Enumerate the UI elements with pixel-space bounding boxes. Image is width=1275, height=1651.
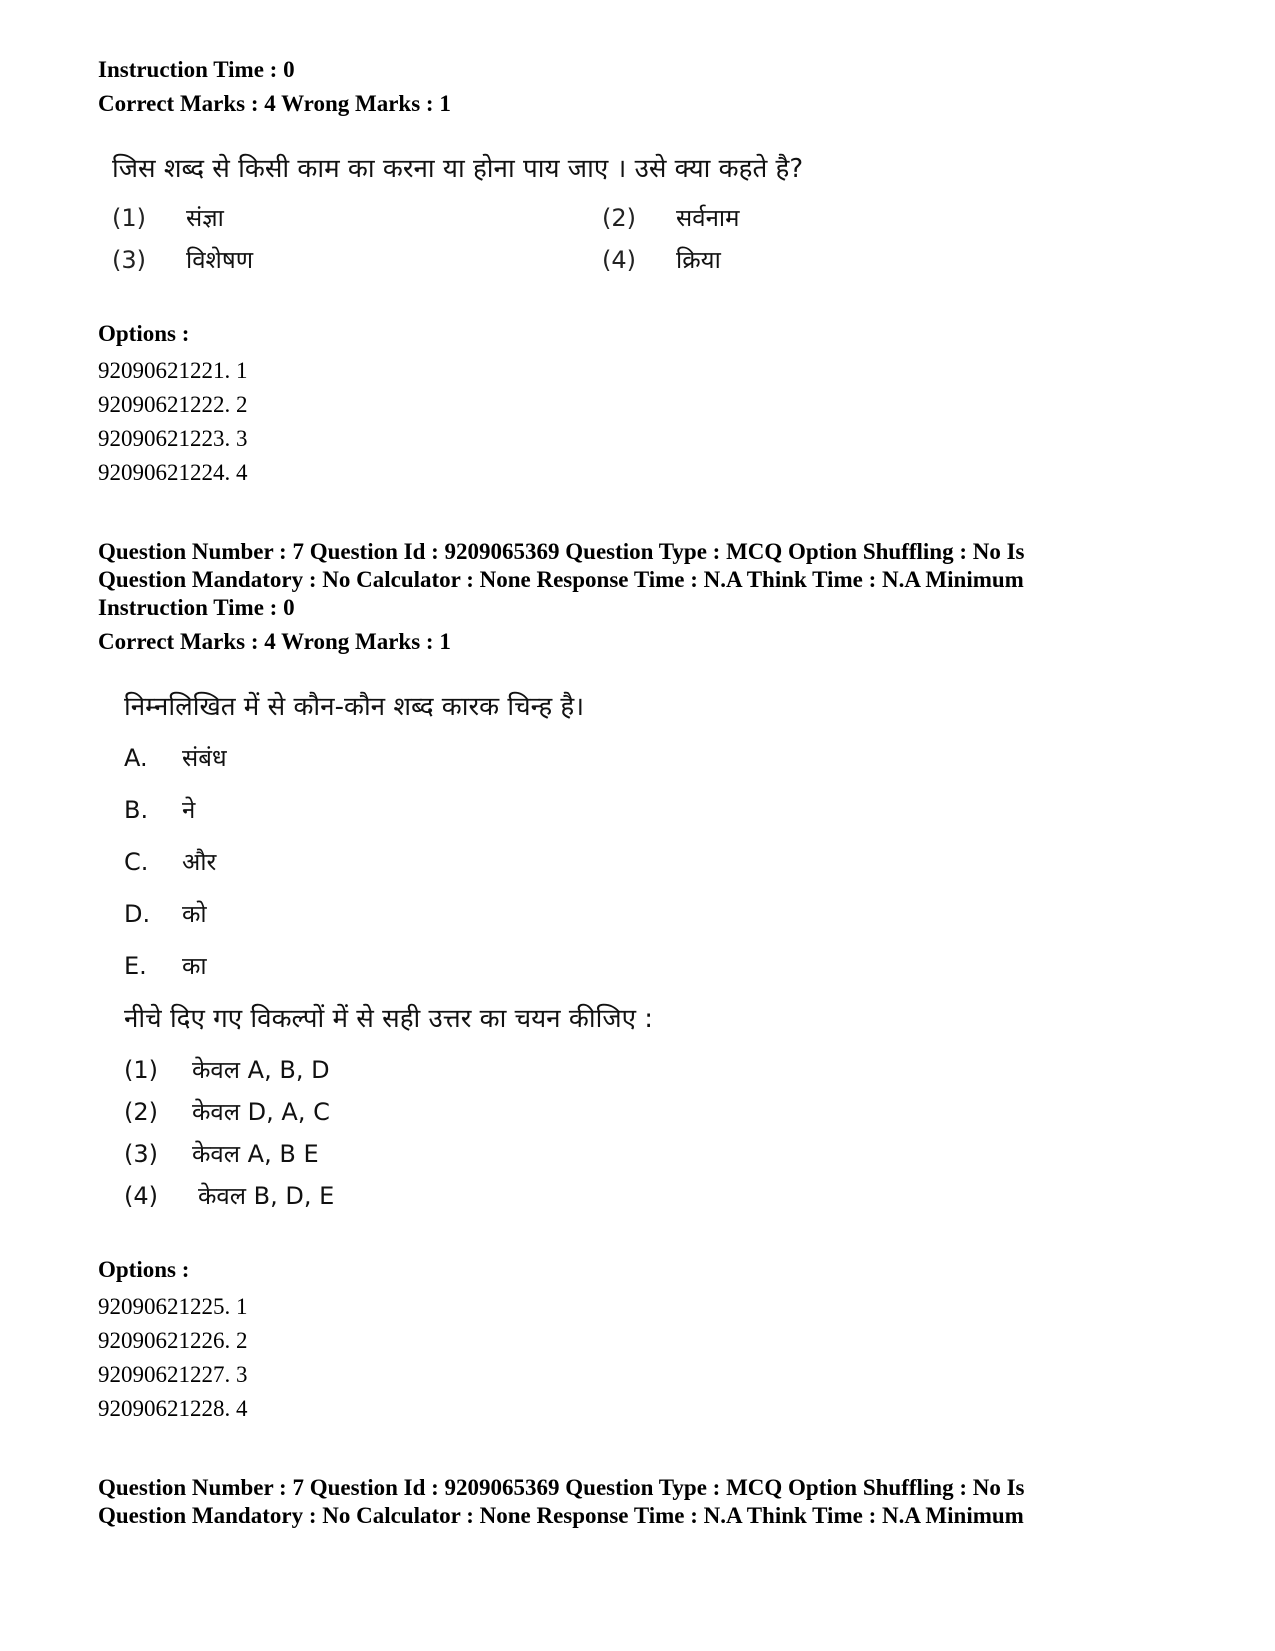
statement-letter: D. <box>124 900 151 928</box>
choice-number: (3) <box>124 1140 158 1168</box>
statement-item <box>124 794 1208 826</box>
choice-number: (1) <box>112 204 146 232</box>
question-a-choices <box>98 202 1208 276</box>
question-header-line: Question Number : 7 Question Id : 9209065369 Question Type : MCQ Option Shuffling : No Is <box>98 539 1025 564</box>
question-header-line: Question Mandatory : No Calculator : None Response Time : N.A Think Time : N.A Minimum <box>98 567 1024 592</box>
statement-item <box>124 742 1208 774</box>
statement-list <box>98 742 1208 982</box>
statement-letter: B. <box>124 796 149 824</box>
choice-number: (4) <box>124 1182 158 1210</box>
choice-number: (2) <box>602 204 636 232</box>
choice-text: विशेषण <box>186 246 254 274</box>
option-id-line: 92090621226. 2 <box>98 1328 248 1353</box>
question-a-stem: जिस शब्द से किसी काम का करना या होना पाय जाए । उसे क्या कहते है? <box>112 154 804 184</box>
choice-text: संज्ञा <box>186 204 224 232</box>
top-meta <box>98 56 1208 118</box>
option-id-line: 92090621222. 2 <box>98 392 248 417</box>
choice-item <box>124 1180 1208 1212</box>
question-b-options <box>98 1256 1208 1426</box>
choice-text: केवल A, B E <box>192 1140 319 1168</box>
choice-item <box>602 202 1002 234</box>
statement-text: संबंध <box>182 744 227 772</box>
choice-number: (4) <box>602 246 636 274</box>
option-id-line: 92090621221. 1 <box>98 358 248 383</box>
choice-item <box>124 1054 1208 1086</box>
statement-item <box>124 846 1208 878</box>
question-a-options <box>98 320 1208 490</box>
instruction-time: Instruction Time : 0 <box>98 57 295 82</box>
question-header-line: Question Mandatory : No Calculator : None Response Time : N.A Think Time : N.A Minimum <box>98 1503 1024 1528</box>
question-a-content <box>98 152 1208 276</box>
option-id-line: 92090621223. 3 <box>98 426 248 451</box>
question-paper-page <box>98 56 1208 1530</box>
choice-text: केवल D, A, C <box>192 1098 330 1126</box>
answer-instruction: नीचे दिए गए विकल्पों में से सही उत्तर का चयन कीजिए : <box>124 1004 654 1034</box>
instruction-time: Instruction Time : 0 <box>98 595 295 620</box>
marks-info: Correct Marks : 4 Wrong Marks : 1 <box>98 91 451 116</box>
statement-item <box>124 898 1208 930</box>
statement-letter: A. <box>124 744 148 772</box>
choice-text: क्रिया <box>676 246 721 274</box>
next-question-header <box>98 1474 1208 1530</box>
choice-item <box>124 1096 1208 1128</box>
question-b-content <box>98 690 1208 1212</box>
marks-info: Correct Marks : 4 Wrong Marks : 1 <box>98 629 451 654</box>
statement-letter: C. <box>124 848 149 876</box>
choice-item <box>112 202 602 234</box>
choice-text: सर्वनाम <box>676 204 740 232</box>
choice-number: (1) <box>124 1056 158 1084</box>
option-id-line: 92090621224. 4 <box>98 460 248 485</box>
question-b-stem: निम्नलिखित में से कौन-कौन शब्द कारक चिन्ह है। <box>124 692 585 722</box>
choice-number: (2) <box>124 1098 158 1126</box>
statement-text: को <box>182 900 207 928</box>
statement-text: और <box>182 848 217 876</box>
choice-number: (3) <box>112 246 146 274</box>
question-b-choices <box>98 1054 1208 1212</box>
option-id-line: 92090621225. 1 <box>98 1294 248 1319</box>
option-id-line: 92090621228. 4 <box>98 1396 248 1421</box>
statement-letter: E. <box>124 952 147 980</box>
question-header-line: Question Number : 7 Question Id : 9209065369 Question Type : MCQ Option Shuffling : No Is <box>98 1475 1025 1500</box>
choice-item <box>602 244 1002 276</box>
options-title: Options : <box>98 321 190 346</box>
choice-item <box>124 1138 1208 1170</box>
statement-text: ने <box>182 796 196 824</box>
choice-item <box>112 244 602 276</box>
statement-text: का <box>182 952 207 980</box>
choice-text: केवल B, D, E <box>198 1182 335 1210</box>
choice-text: केवल A, B, D <box>192 1056 330 1084</box>
options-title: Options : <box>98 1257 190 1282</box>
question-b-header <box>98 538 1208 656</box>
statement-item <box>124 950 1208 982</box>
option-id-line: 92090621227. 3 <box>98 1362 248 1387</box>
